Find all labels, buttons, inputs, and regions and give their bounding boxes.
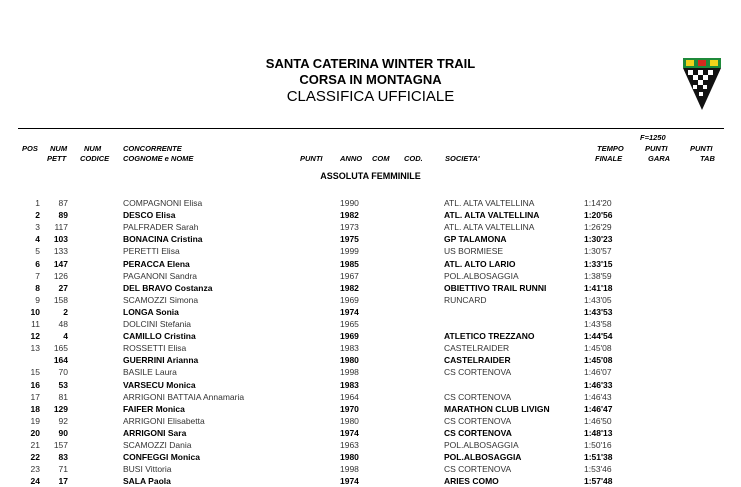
row-bib: 157 bbox=[53, 440, 68, 450]
row-time: 1:46'07 bbox=[584, 367, 612, 378]
row-position: 19 bbox=[30, 415, 40, 426]
row-bib: 2 bbox=[63, 306, 68, 317]
row-time: 1:46'47 bbox=[584, 403, 613, 414]
table-row bbox=[0, 379, 741, 391]
row-bib: 133 bbox=[53, 246, 68, 257]
row-bib: 81 bbox=[58, 391, 68, 402]
col-punti-gara: PUNTI bbox=[645, 144, 668, 153]
row-name: LONGA Sonia bbox=[123, 306, 179, 317]
row-year: 1969 bbox=[340, 331, 359, 342]
table-row bbox=[0, 330, 741, 342]
row-club: US BORMIESE bbox=[444, 246, 504, 257]
row-position: 3 bbox=[35, 222, 40, 233]
col-tab: TAB bbox=[700, 154, 715, 163]
col-pett: PETT bbox=[47, 154, 67, 163]
table-row bbox=[0, 463, 741, 475]
section-title: ASSOLUTA FEMMINILE bbox=[320, 171, 421, 181]
header-top-rule bbox=[18, 128, 724, 129]
row-year: 1969 bbox=[340, 294, 359, 305]
row-club: ATL. ALTA VALTELLINA bbox=[444, 210, 540, 221]
row-time: 1:46'50 bbox=[584, 415, 612, 426]
row-bib: 165 bbox=[53, 343, 68, 354]
row-time: 1:30'23 bbox=[584, 234, 613, 245]
table-row bbox=[0, 197, 741, 209]
row-time: 1:26'29 bbox=[584, 222, 612, 233]
row-bib: 4 bbox=[63, 331, 68, 342]
row-name: VARSECU Monica bbox=[123, 379, 196, 390]
table-row bbox=[0, 318, 741, 330]
row-year: 1974 bbox=[340, 476, 359, 487]
row-club: OBIETTIVO TRAIL RUNNI bbox=[444, 282, 547, 293]
row-position: 13 bbox=[30, 343, 40, 354]
row-name: ARRIGONI Elisabetta bbox=[123, 415, 205, 426]
row-name: ARRIGONI Sara bbox=[123, 427, 187, 438]
col-gara: GARA bbox=[648, 154, 671, 163]
row-year: 1963 bbox=[340, 440, 359, 450]
col-codice: CODICE bbox=[80, 154, 110, 163]
row-club: ARIES COMO bbox=[444, 476, 499, 487]
row-year: 1998 bbox=[340, 464, 359, 475]
row-name: BASILE Laura bbox=[123, 367, 177, 378]
row-position: 24 bbox=[30, 476, 40, 487]
row-name: PAGANONI Sandra bbox=[123, 270, 198, 281]
row-year: 1973 bbox=[340, 222, 359, 233]
event-title: SANTA CATERINA WINTER TRAIL bbox=[265, 56, 476, 71]
row-year: 1967 bbox=[340, 270, 359, 281]
row-position: 9 bbox=[35, 294, 40, 305]
row-club: ATL. ALTA VALTELLINA bbox=[444, 198, 535, 208]
table-row bbox=[0, 306, 741, 318]
row-time: 1:43'58 bbox=[584, 319, 612, 329]
row-name: PALFRADER Sarah bbox=[123, 222, 199, 233]
col-punti-tab: PUNTI bbox=[690, 144, 713, 153]
row-club: POL.ALBOSAGGIA bbox=[444, 270, 519, 281]
event-subtitle: CORSA IN MONTAGNA bbox=[299, 72, 442, 87]
row-year: 1985 bbox=[340, 258, 359, 269]
row-bib: 27 bbox=[58, 282, 68, 293]
row-bib: 103 bbox=[53, 234, 68, 245]
row-time: 1:51'38 bbox=[584, 452, 613, 463]
row-club: CS CORTENOVA bbox=[444, 415, 512, 426]
row-name: CAMILLO Cristina bbox=[123, 331, 196, 342]
row-time: 1:33'15 bbox=[584, 258, 613, 269]
table-row bbox=[0, 245, 741, 257]
row-position: 5 bbox=[35, 246, 40, 257]
row-position: 23 bbox=[30, 464, 40, 475]
row-bib: 53 bbox=[58, 379, 68, 390]
table-row bbox=[0, 354, 741, 366]
row-year: 1982 bbox=[340, 210, 359, 221]
row-club: CS CORTENOVA bbox=[444, 391, 512, 402]
row-name: DESCO Elisa bbox=[123, 210, 176, 221]
row-position: 10 bbox=[30, 306, 40, 317]
col-societa: SOCIETA' bbox=[445, 154, 480, 163]
row-year: 1964 bbox=[340, 391, 359, 402]
row-year: 1982 bbox=[340, 282, 359, 293]
row-club: POL.ALBOSAGGIA bbox=[444, 440, 519, 450]
row-time: 1:44'54 bbox=[584, 331, 613, 342]
row-club: CS CORTENOVA bbox=[444, 464, 512, 475]
row-name: CONFEGGI Monica bbox=[123, 452, 200, 463]
row-name: SALA Paola bbox=[123, 476, 171, 487]
row-bib: 92 bbox=[58, 415, 68, 426]
col-num: NUM bbox=[50, 144, 68, 153]
row-time: 1:38'59 bbox=[584, 270, 612, 281]
row-year: 1975 bbox=[340, 234, 359, 245]
col-anno: ANNO bbox=[340, 154, 363, 163]
row-position: 2 bbox=[35, 210, 40, 221]
table-row bbox=[0, 475, 741, 487]
col-tempo: TEMPO bbox=[597, 144, 624, 153]
row-position: 7 bbox=[35, 270, 40, 281]
row-club: ATL. ALTA VALTELLINA bbox=[444, 222, 535, 233]
table-row bbox=[0, 233, 741, 245]
row-position: 11 bbox=[31, 319, 40, 329]
row-time: 1:14'20 bbox=[584, 198, 612, 208]
row-name: SCAMOZZI Dania bbox=[123, 440, 192, 450]
row-name: DEL BRAVO Costanza bbox=[123, 282, 213, 293]
row-year: 1980 bbox=[340, 355, 359, 366]
row-name: PERACCA Elena bbox=[123, 258, 190, 269]
table-row bbox=[0, 366, 741, 378]
row-time: 1:53'46 bbox=[584, 464, 612, 475]
row-position: 15 bbox=[30, 367, 40, 378]
row-position: 21 bbox=[30, 440, 40, 450]
row-club: CASTELRAIDER bbox=[444, 355, 511, 366]
row-year: 1999 bbox=[340, 246, 359, 257]
row-name: PERETTI Elisa bbox=[123, 246, 180, 257]
row-bib: 71 bbox=[58, 464, 68, 475]
row-year: 1974 bbox=[340, 306, 359, 317]
row-time: 1:20'56 bbox=[584, 210, 613, 221]
col-cod: COD. bbox=[404, 154, 423, 163]
row-name: ROSSETTI Elisa bbox=[123, 343, 187, 354]
row-name: BUSI Vittoria bbox=[123, 464, 172, 475]
row-club: ATLETICO TREZZANO bbox=[444, 331, 535, 342]
col-com: COM bbox=[372, 154, 390, 163]
table-row bbox=[0, 415, 741, 427]
row-name: DOLCINI Stefania bbox=[123, 319, 192, 329]
table-row bbox=[0, 270, 741, 282]
row-year: 1965 bbox=[340, 319, 359, 329]
row-club: CS CORTENOVA bbox=[444, 367, 512, 378]
row-bib: 90 bbox=[58, 427, 68, 438]
row-position: 22 bbox=[30, 452, 40, 463]
col-punti: PUNTI bbox=[300, 154, 323, 163]
row-time: 1:45'08 bbox=[584, 355, 613, 366]
row-club: CS CORTENOVA bbox=[444, 427, 512, 438]
table-row bbox=[0, 403, 741, 415]
row-time: 1:45'08 bbox=[584, 343, 612, 354]
table-row bbox=[0, 209, 741, 221]
table-row bbox=[0, 258, 741, 270]
row-position: 20 bbox=[30, 427, 40, 438]
row-time: 1:57'48 bbox=[584, 476, 613, 487]
row-position: 6 bbox=[35, 258, 40, 269]
col-pos: POS bbox=[22, 144, 38, 153]
row-year: 1974 bbox=[340, 427, 359, 438]
row-position: 16 bbox=[30, 379, 40, 390]
row-position: 17 bbox=[30, 391, 40, 402]
row-time: 1:30'57 bbox=[584, 246, 612, 257]
row-bib: 70 bbox=[58, 367, 68, 378]
table-row bbox=[0, 294, 741, 306]
row-name: BONACINA Cristina bbox=[123, 234, 203, 245]
table-row bbox=[0, 451, 741, 463]
row-name: ARRIGONI BATTAIA Annamaria bbox=[123, 391, 245, 402]
table-row bbox=[0, 427, 741, 439]
row-bib: 126 bbox=[53, 270, 68, 281]
row-bib: 89 bbox=[58, 210, 68, 221]
table-row bbox=[0, 221, 741, 233]
row-bib: 147 bbox=[53, 258, 68, 269]
row-time: 1:48'13 bbox=[584, 427, 613, 438]
col-concorrente: CONCORRENTE bbox=[123, 144, 182, 153]
row-bib: 158 bbox=[53, 294, 68, 305]
row-club: MARATHON CLUB LIVIGN bbox=[444, 403, 550, 414]
row-name: SCAMOZZI Simona bbox=[123, 294, 199, 305]
col-cognome-nome: COGNOME e NOME bbox=[123, 154, 194, 163]
row-year: 1983 bbox=[340, 379, 359, 390]
row-time: 1:41'18 bbox=[584, 282, 613, 293]
col-num2: NUM bbox=[84, 144, 102, 153]
row-year: 1970 bbox=[340, 403, 359, 414]
row-bib: 83 bbox=[58, 452, 68, 463]
row-club: ATL. ALTO LARIO bbox=[444, 258, 516, 269]
fidal-logo-icon bbox=[683, 58, 721, 110]
table-row bbox=[0, 342, 741, 354]
row-bib: 164 bbox=[53, 355, 68, 366]
classification-title: CLASSIFICA UFFICIALE bbox=[286, 88, 455, 105]
row-name: GUERRINI Arianna bbox=[123, 355, 199, 366]
row-name: COMPAGNONI Elisa bbox=[123, 198, 203, 208]
row-time: 1:46'43 bbox=[584, 391, 612, 402]
row-club: RUNCARD bbox=[444, 294, 487, 305]
table-row bbox=[0, 391, 741, 403]
row-year: 1998 bbox=[340, 367, 359, 378]
row-position: 12 bbox=[30, 331, 40, 342]
row-year: 1980 bbox=[340, 452, 359, 463]
row-bib: 17 bbox=[58, 476, 68, 487]
row-bib: 129 bbox=[53, 403, 68, 414]
row-year: 1990 bbox=[340, 198, 359, 208]
row-club: CASTELRAIDER bbox=[444, 343, 510, 354]
row-year: 1980 bbox=[340, 415, 359, 426]
row-bib: 87 bbox=[58, 198, 68, 208]
row-time: 1:43'53 bbox=[584, 306, 613, 317]
row-time: 1:43'05 bbox=[584, 294, 612, 305]
table-row bbox=[0, 439, 741, 451]
row-bib: 48 bbox=[58, 319, 68, 329]
row-year: 1983 bbox=[340, 343, 359, 354]
table-row bbox=[0, 282, 741, 294]
row-club: GP TALAMONA bbox=[444, 234, 507, 245]
row-time: 1:50'16 bbox=[584, 440, 612, 450]
row-position: 4 bbox=[35, 234, 40, 245]
col-finale: FINALE bbox=[595, 154, 623, 163]
col-f-factor: F=1250 bbox=[640, 133, 666, 142]
row-name: FAIFER Monica bbox=[123, 403, 185, 414]
row-bib: 117 bbox=[54, 222, 68, 233]
row-position: 1 bbox=[35, 198, 40, 208]
row-position: 8 bbox=[35, 282, 40, 293]
row-club: POL.ALBOSAGGIA bbox=[444, 452, 522, 463]
row-time: 1:46'33 bbox=[584, 379, 613, 390]
row-position: 18 bbox=[30, 403, 40, 414]
